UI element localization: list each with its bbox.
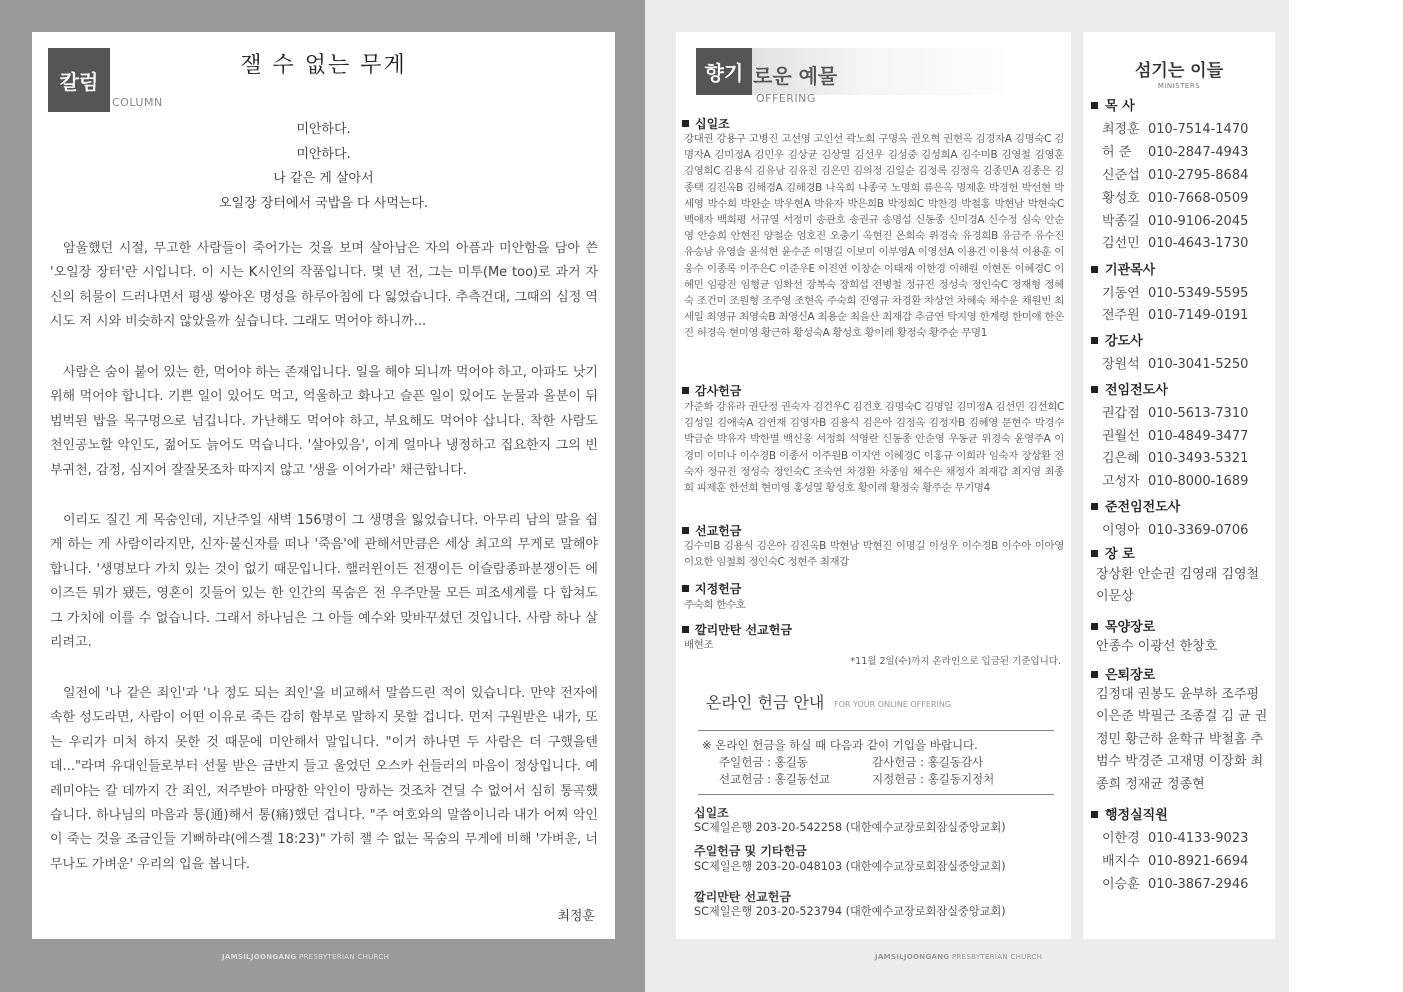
- offering-badge-sub: OFFERING: [756, 92, 816, 105]
- section-title-thanks: 감사헌금: [682, 382, 741, 399]
- column-author: 최정훈: [557, 909, 595, 924]
- column-paragraph: 암울했던 시절, 무고한 사람들이 죽어가는 것을 보며 살아남은 자의 아픔과 미안함을 담아 쓴 '오일장 장터'란 시입니다. 이 시는 K시인의 작품입니다. 몇 년 전, 그는 미투(Me too)로 과거 자신의 허물이 드러나면서 평생 쌓아온 명성을 하루아침에 다 잃었습니다. 추측건대, 그때의 심정 역시도 저 시와 비슷하지 않았을까 싶습니다. 그래도 먹어야 하니까...: [50, 241, 598, 330]
- column-panel: [32, 32, 615, 939]
- heading-elders: 장 로: [1091, 543, 1135, 562]
- offering-note: *11월 2일(수)까지 온라인으로 입금된 기준입니다.: [850, 656, 1061, 667]
- minister-row: 박종길 010-9106-2045: [1102, 214, 1249, 229]
- section-title-mission: 선교헌금: [682, 522, 741, 539]
- heading-admin-staff: 행정실직원: [1091, 804, 1168, 823]
- heading-institution-pastors: 기관목사: [1091, 259, 1155, 278]
- online-row-right: 지정헌금 : 홍길동지정처: [872, 772, 995, 786]
- offering-badge: 향기: [696, 48, 752, 95]
- minister-row: 권갑점 010-5613-7310: [1102, 406, 1249, 421]
- account-title: 주일헌금 및 기타헌금: [694, 844, 807, 858]
- online-intro: ※ 온라인 헌금을 하실 때 다음과 같이 기입을 바랍니다.: [702, 738, 978, 752]
- heading-preacher: 강도사: [1091, 330, 1143, 349]
- poem-line: 나 같은 게 살아서: [273, 171, 374, 186]
- minister-row: 황성호 010-7668-0509: [1102, 191, 1249, 206]
- online-title: 온라인 헌금 안내: [706, 693, 825, 712]
- account-title: 깔리만탄 선교헌금: [694, 890, 791, 904]
- online-row-left: 주일헌금 : 홍길동: [719, 755, 808, 769]
- divider: [698, 794, 1054, 795]
- minister-row: 배지수 010-8921-6694: [1102, 854, 1249, 869]
- kalimantan-names: 배현조: [684, 639, 714, 651]
- minister-row: 전주원 010-7149-0191: [1102, 308, 1249, 323]
- heading-pastors: 목 사: [1091, 95, 1135, 114]
- minister-row: 이영아 010-3369-0706: [1102, 523, 1249, 538]
- minister-row: 이승훈 010-3867-2946: [1102, 877, 1249, 892]
- minister-row: 김은혜 010-3493-5321: [1102, 451, 1249, 466]
- poem-line: 미안하다.: [296, 122, 351, 137]
- heading-pastoral-elders: 목양장로: [1091, 616, 1155, 635]
- ministers-title: 섬기는 이들: [1134, 61, 1224, 81]
- heading-evangelists: 전임전도사: [1091, 379, 1168, 398]
- minister-row: 최정훈 010-7514-1470: [1102, 122, 1249, 137]
- heading-semi-evangelists: 준전임전도사: [1091, 496, 1180, 515]
- column-paragraph: 이리도 질긴 게 목숨인데, 지난주일 새벽 156명이 그 생명을 잃었습니다. 아무리 남의 말을 쉽게 하는 게 사람이라지만, 신자·불신자를 떠나 '죽음'에 관해서만큼은 세상 최고의 무게로 말해야 합니다. '생명보다 가치 있는 것이 없기 때문입니다. 핼러윈이든 전쟁이든 이슬람종파분쟁이든 에이즈든 뭐가 됐든, 영혼이 깃들어 있는 한 인간의 목숨은 전 우주만물 모든 피조세계를 다 합쳐도 그 가치에 이를 수 없습니다. 그래서 하나님은 그 아들 예수와 맞바꾸셨던 것입니다. 사람 하나 살리려고.: [50, 513, 598, 651]
- column-paragraph: 일전에 '나 같은 죄인'과 '나 정도 되는 죄인'을 비교해서 말씀드린 적이 있습니다. 만약 전자에 속한 성도라면, 사람이 어떤 이유로 죽든 감히 함부로 말하지 못할 겁니다. 먼저 구원받은 내가, 또는 우리가 미처 하지 못한 것 때문에 미안해서 말입니다. "이거 하나면 두 사람은 더 구했을텐데..."라며 유대인들로부터 선물 받은 금반지 들고 울었던 오스카 쉰들러의 마음이 정상입니다. 예레미야는 갈 데까지 간 죄인, 저주받아 마땅한 악인이 망하는 것조차 견딜 수 없어서 심히 통곡했습니다. 하나님의 마음과 통(通)해서 통(痛)했던 겁니다. "주 여호와의 말씀이니라 내가 어찌 악인이 죽는 것을 조금인들 기뻐하랴(에스겔 18:23)" 가히 잴 수 없는 목숨의 무게에 비해 '가벼운, 너무나도 가벼운' 우리의 입을 봅니다.: [50, 686, 598, 872]
- ministers-subtitle: MINISTERS: [1157, 82, 1201, 90]
- online-subtitle: FOR YOUR ONLINE OFFERING: [834, 700, 952, 709]
- minister-row: 권월선 010-4849-3477: [1102, 429, 1249, 444]
- minister-row: 신준섭 010-2795-8684: [1102, 168, 1249, 183]
- divider: [698, 730, 1054, 731]
- designated-names: 주숙희 한수호: [684, 599, 746, 611]
- poem: [32, 118, 615, 216]
- tithe-names: 강대권 강용구 고병진 고선영 고인선 곽노희 구명옥 권오혁 권현옥 김경자A 김명숙C 김명자A 김미정A 김민우 김상균 김상열 김선우 김성중 김성희A 김수미B 김영철 김영훈 김영희C 김용식 김유남 김유진 김은민 김의정 김일순 김정록 김정옥 김종민A 김종은 김종택 김진옥B 김해경A 김해경B 나옥희 나종국 노명희 류은옥 명제훈 박경헌 박선현 박세영 박수희 박완순 박우현A 박유자 박은희B 박정희C 박찬경 박철홍 박현남 박현숙C 백애자 백희평 서규열 서정미 송관호 송권규 송명섭 신동종 신미경A 신수정 심숙 안순영 안승희 안현진 양철순 엄호진 오충기 옥현진 온희숙 위경숙 유경희B 유금주 유수진 유승남 유영술 윤석현 윤수준 이명길 이보미 이부영A 이영선A 이용건 이용석 이용훈 이웅수 이종록 이주은C 이준우E 이진연 이창순 이태재 이한경 이해원 이현돈 이혜경C 이혜민 임광진 임형균 임화선 장복숙 장희섭 전병철 정규진 정성숙 정인숙C 정재형 정혜숙 조건미 조원형 조주영 조현옥 주숙희 진영규 차경환 차상언 차혜숙 채수운 채원빈 최세일 최영규 최영숙B 최영신A 최용순 최을산 최재갑 추금연 탁지영 한계령 한미애 한은진 허경옥 현미영 황근하 황성숙A 황성호 황이레 황정숙 황주순 무명1: [684, 133, 1064, 340]
- poem-line: 미안하다.: [296, 146, 351, 162]
- account-value: SC제일은행 203-20-523794 (대한예수교장로회잠실중앙교회): [694, 905, 1006, 918]
- column-paragraph: 사람은 숨이 붙어 있는 한, 먹어야 하는 존재입니다. 일을 해야 되니까 먹어야 하고, 아파도 낫기 위해 먹어야 합니다. 기쁜 일이 있어도 먹고, 억울하고 화나고 슬픈 일이 있어도 눈물과 올분이 뒤범벅된 밥을 목구멍으로 넘깁니다. 가난해도 먹어야 하고, 부요해도 먹어야 삽니다. 착한 사람도 천인공노할 악인도, 젊어도 늙어도 먹습니다. '살아있음', 이게 얼마나 냉정하고 집요한지 그의 빈부귀천, 감정, 심지어 잘잘못조차 따지지 않고 '생을 이어가라' 채근합니다.: [50, 365, 598, 478]
- heading-retired-elders: 은퇴장로: [1091, 664, 1155, 683]
- section-title-designated: 지정헌금: [682, 580, 741, 597]
- poem-line: 오일장 장터에서 국밥을 다 사먹는다.: [218, 195, 429, 211]
- account-value: SC제일은행 203-20-542258 (대한예수교장로회잠실중앙교회): [694, 821, 1006, 834]
- minister-row: 장원석 010-3041-5250: [1102, 357, 1249, 372]
- mission-names: 김수미B 김용식 김은아 김진옥B 박현남 박현진 이명길 이성우 이수경B 이수아 이아영 이요한 임철희 정인숙C 정현주 최재갑: [684, 540, 1064, 569]
- footer-right: JAMSILJOONGANG PRESBYTERIAN CHURCH: [875, 953, 1043, 961]
- column-title: 잴 수 없는 무게: [240, 53, 407, 78]
- minister-row: 허 준 010-2847-4943: [1102, 145, 1249, 160]
- minister-row: 기동연 010-5349-5595: [1102, 286, 1249, 301]
- minister-row: 고성자 010-8000-1689: [1102, 474, 1249, 489]
- pastoral-elders-list: 안종수 이광선 한창호: [1096, 639, 1218, 654]
- online-row-left: 선교헌금 : 홍길동선교: [719, 772, 831, 786]
- elders-list: 장상환 안순권 김영래 김영철 이문상: [1096, 567, 1260, 605]
- ministers-panel: [1083, 32, 1275, 939]
- offering-title: 로운 예물: [753, 64, 838, 88]
- footer-left: JAMSILJOONGANG PRESBYTERIAN CHURCH: [222, 953, 390, 961]
- account-value: SC제일은행 203-20-048103 (대한예수교장로회잠실중앙교회): [694, 860, 1006, 873]
- column-badge: 칼럼: [48, 48, 110, 112]
- online-row-right: 감사헌금 : 홍길동감사: [872, 755, 984, 769]
- offering-panel: [676, 32, 1071, 939]
- thanks-names: 가준화 강유라 권단정 권숙자 김건우C 김건호 김명숙C 김명일 김미정A 김선민 김선희C 김성일 김애숙A 김연재 김영자B 김용식 김은아 김정옥 김정자B 김혜영 문현수 박경수 박금순 박유자 박한별 백신웅 서정희 석영란 신동종 안순영 우동균 위경숙 윤영주A 이경미 이미나 이수경B 이종서 이주원B 이지연 이혜경C 이홍규 이희라 임숙자 장상환 전숙자 정규진 정성숙 정인숙C 조숙연 차경환 차종임 채수은 채정자 최재갑 최지영 최종희 피제훈 한선희 현미영 홍성열 황성호 황이레 황정숙 황주순 무기명4: [684, 401, 1064, 495]
- minister-row: 김선민 010-4643-1730: [1102, 236, 1249, 251]
- margin-area: [1289, 0, 1403, 992]
- minister-row: 이한경 010-4133-9023: [1102, 831, 1249, 846]
- section-title-tithe: 십일조: [682, 115, 730, 132]
- column-badge-sub: COLUMN: [112, 96, 163, 109]
- account-title: 십일조: [694, 806, 729, 820]
- section-title-kalimantan: 깔리만탄 선교헌금: [682, 621, 792, 638]
- retired-elders-list: 김정대 권봉도 윤부하 조주평 이은준 박필근 조종걸 김 균 권정민 황근하 윤학규 박철홈 추범수 박경준 고재명 이장화 최종희 정재균 정종현: [1096, 687, 1268, 792]
